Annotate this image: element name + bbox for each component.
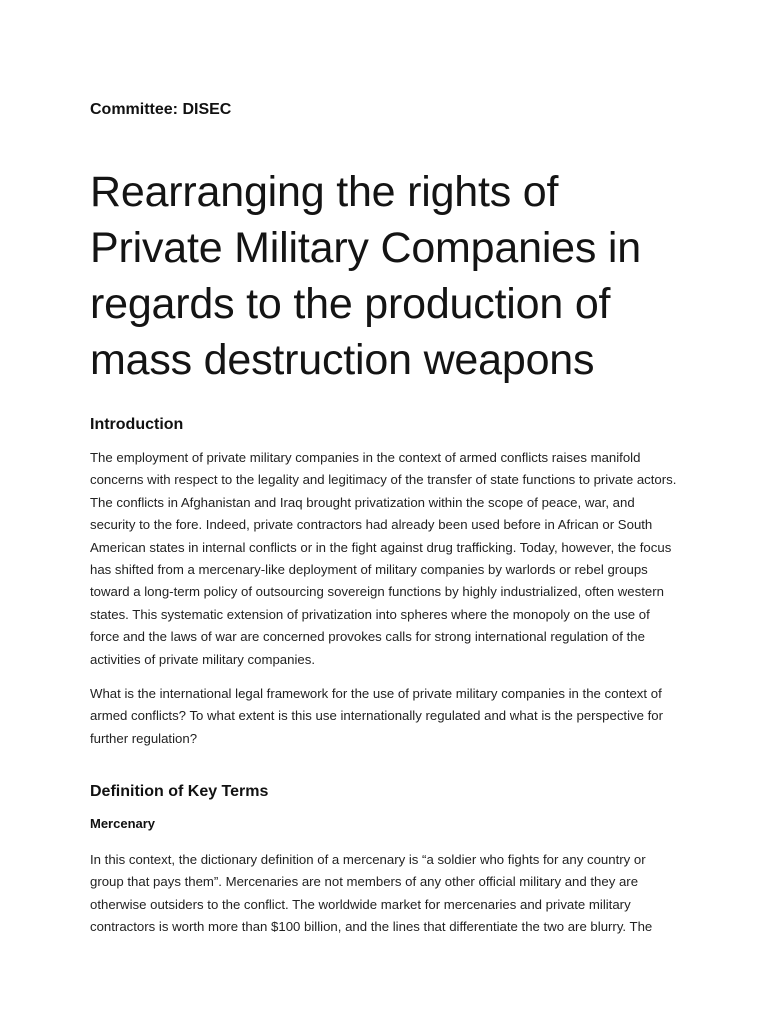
mercenary-paragraph: In this context, the dictionary definition of a mercenary is “a soldier who fights for any country or group that pays them”. Mercenaries are not members of any other official military and they are otherwise outsiders to the conflict. The worldwide market for mercenaries and private military contractors is worth more than $100 billion, and the lines that differentiate the two are blurry. The — [90, 852, 653, 935]
committee-label: Committee: DISEC — [90, 101, 232, 118]
key-terms-heading: Definition of Key Terms — [90, 783, 269, 800]
introduction-paragraph-2: What is the international legal framework for the use of private military companies in the context of armed conflicts? To what extent is this use internationally regulated and what is the perspective for further regulation? — [90, 686, 663, 746]
document-title: Rearranging the rights of Private Military Companies in regards to the production of mass destruction weapons — [90, 168, 641, 384]
introduction-heading: Introduction — [90, 416, 184, 433]
mercenary-heading: Mercenary — [90, 816, 156, 831]
introduction-paragraph-1: The employment of private military companies in the context of armed conflicts raises manifold concerns with respect to the legality and legitimacy of the transfer of state functions to private actors. The conflicts in Afghanistan and Iraq brought privatization within the scope of peace, war, and security to the fore. Indeed, private contractors had already been used before in African or South American states in internal conflicts or in the fight against drug trafficking. Today, however, the focus has shifted from a mercenary-like deployment of military companies by warlords or rebel groups toward a long-term policy of outsourcing sovereign functions by highly industrialized, often western states. This systematic extension of privatization into spheres where the monopoly on the use of force and the laws of war are concerned provokes calls for strong international regulation of the activities of private military companies. — [90, 450, 677, 667]
